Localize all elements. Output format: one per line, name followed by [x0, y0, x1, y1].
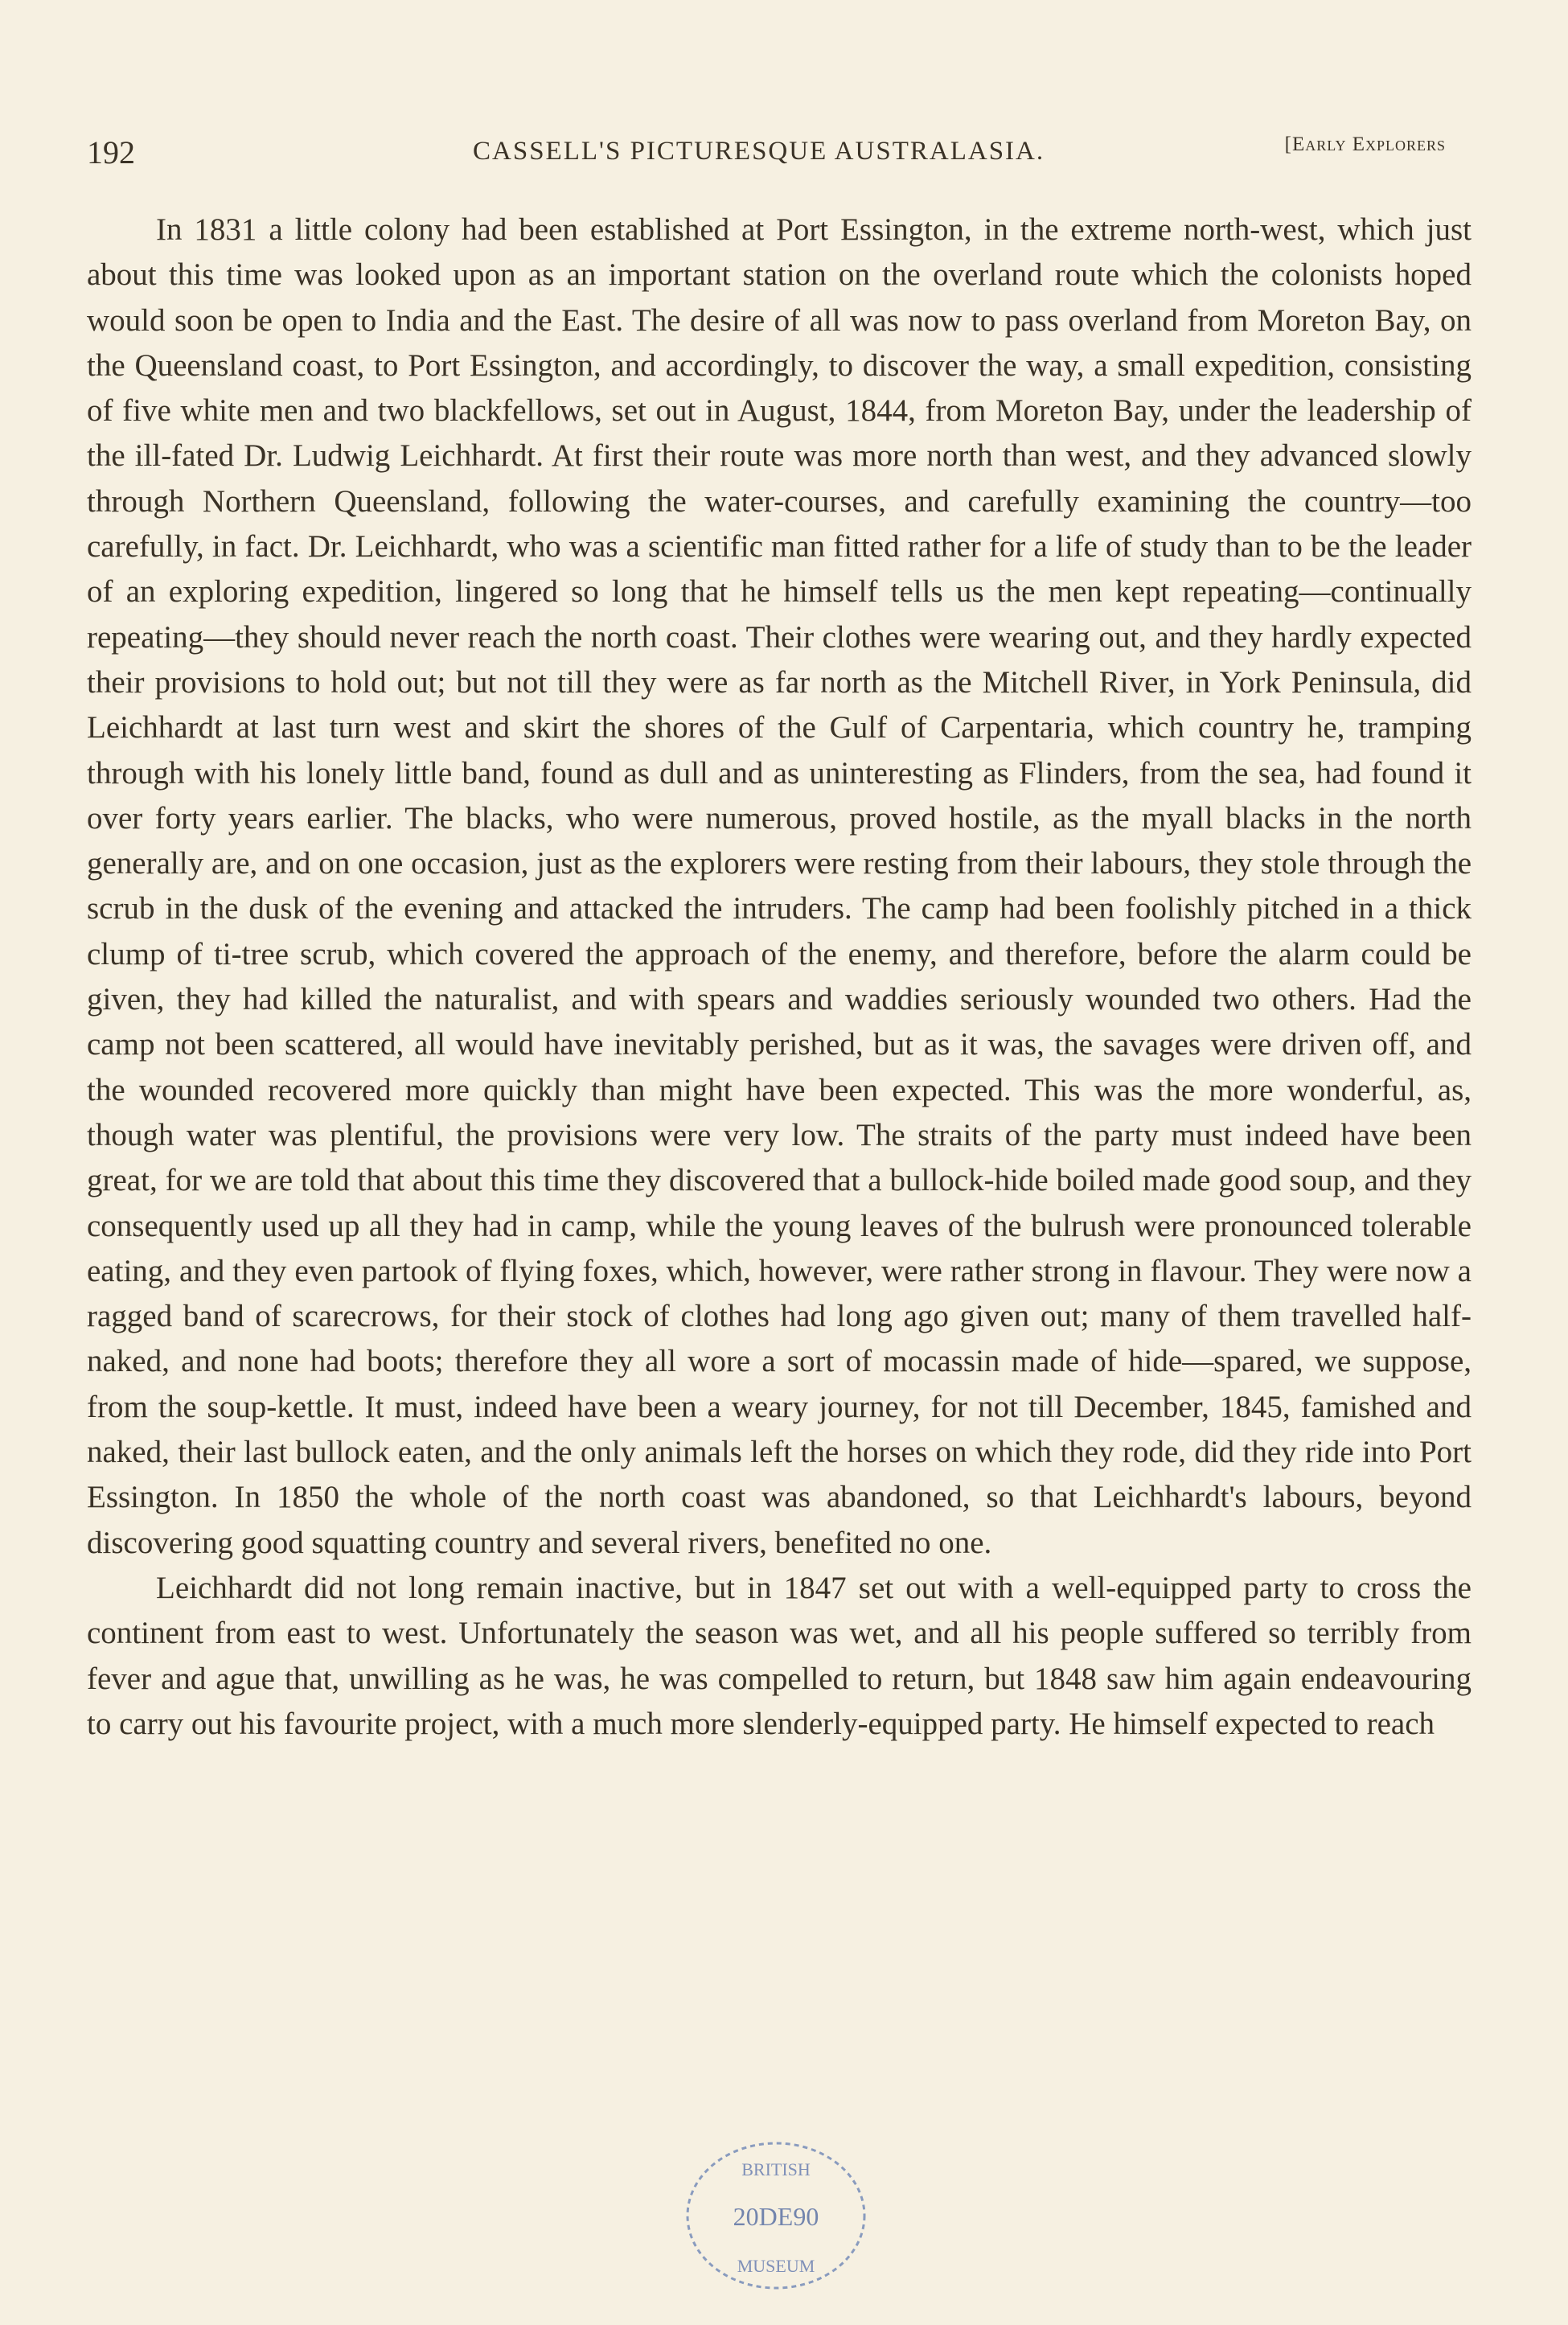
stamp-bottom-text: MUSEUM	[737, 2256, 815, 2276]
stamp-graphic	[679, 2135, 872, 2296]
body-text	[87, 207, 1472, 1747]
running-title: CASSELL'S PICTURESQUE AUSTRALASIA.	[473, 137, 1045, 166]
stamp-top-text: BRITISH	[741, 2159, 811, 2179]
paragraph: In 1831 a little colony had been established at Port Essington, in the extreme north-west, which just about this time was looked upon as an important station on the overland route which the colonists hoped would soon be open to India and the East. The desire of all was now to pass overland from Moreton Bay, on the Queensland coast, to Port Essington, and accordingly, to discover the way, a small expedition, consisting of five white men and two blackfellows, set out in August, 1844, from Moreton Bay, under the leadership of the ill-fated Dr. Ludwig Leichhardt. At first their route was more north than west, and they advanced slowly through Northern Queensland, following the water-courses, and carefully examining the country—too carefully, in fact. Dr. Leichhardt, who was a scientific man fitted rather for a life of study than to be the leader of an exploring expedition, lingered so long that he himself tells us the men kept repeating—continually repeating—they should never reach the north coast. Their clothes were wearing out, and they hardly expected their provisions to hold out; but not till they were as far north as the Mitchell River, in York Peninsula, did Leichhardt at last turn west and skirt the shores of the Gulf of Carpentaria, which country he, tramping through with his lonely little band, found as dull and as uninteresting as Flinders, from the sea, had found it over forty years earlier. The blacks, who were numerous, proved hostile, as the myall blacks in the north generally are, and on one occasion, just as the explorers were resting from their labours, they stole through the scrub in the dusk of the evening and attacked the intruders. The camp had been foolishly pitched in a thick clump of ti-tree scrub, which covered the approach of the enemy, and therefore, before the alarm could be given, they had killed the naturalist, and with spears and waddies seriously wounded two others. Had the camp not been scattered, all would have inevitably perished, but as it was, the savages were driven off, and the wounded recovered more quickly than might have been expected. This was the more wonderful, as, though water was plentiful, the provisions were very low. The straits of the party must indeed have been great, for we are told that about this time they discovered that a bullock-hide boiled made good soup, and they consequently used up all they had in camp, while the young leaves of the bulrush were pronounced tolerable eating, and they even partook of flying foxes, which, however, were rather strong in flavour. They were now a ragged band of scarecrows, for their stock of clothes had long ago given out; many of them travelled half-naked, and none had boots; therefore they all wore a sort of mocassin made of hide—spared, we suppose, from the soup-kettle. It must, indeed have been a weary journey, for not till December, 1845, famished and naked, their last bullock eaten, and the only animals left the horses on which they rode, did they ride into Port Essington. In 1850 the whole of the north coast was abandoned, so that Leichhardt's labours, beyond discovering good squatting country and several rivers, benefited no one.	[87, 212, 1472, 1560]
page-header	[87, 134, 1446, 174]
library-stamp	[679, 2135, 872, 2296]
stamp-date: 20DE90	[733, 2202, 819, 2231]
paragraph: Leichhardt did not long remain inactive, but in 1847 set out with a well-equipped party to cross the continent from east to west. Unfortunately the season was wet, and all his people suffered so terribly from fever and ague that, unwilling as he was, he was compelled to return, but 1848 saw him again endeavouring to carry out his favourite project, with a much more slenderly-equipped party. He himself expected to reach	[87, 1570, 1472, 1741]
page-number: 192	[87, 134, 135, 170]
section-label: [Early Explorers	[1284, 134, 1446, 155]
